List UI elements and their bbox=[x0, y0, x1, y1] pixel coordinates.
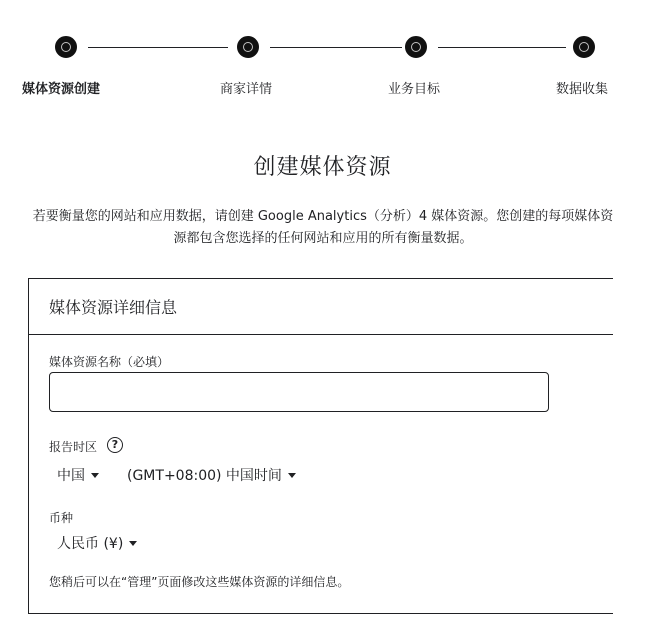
step-pending-icon bbox=[405, 36, 427, 58]
step-label-data-collection: 数据收集 bbox=[556, 82, 609, 97]
step-current-icon bbox=[55, 36, 77, 58]
page-description: 若要衡量您的网站和应用数据，请创建 Google Analytics（分析）4 媒体资源。您创建的每项媒体资源都包含您选择的任何网站和应用的所有衡量数据。 bbox=[32, 209, 614, 246]
timezone-label: 报告时区 bbox=[49, 440, 98, 454]
step-label-property-creation: 媒体资源创建 bbox=[22, 82, 101, 97]
property-details-card bbox=[28, 278, 613, 614]
step-connector bbox=[88, 47, 228, 48]
caret-down-icon bbox=[129, 541, 137, 546]
card-header: 媒体资源详细信息 bbox=[29, 279, 613, 335]
step-connector bbox=[438, 47, 566, 48]
currency-value: 人民币 (¥) bbox=[57, 536, 124, 552]
step-connector bbox=[270, 47, 402, 48]
caret-down-icon bbox=[288, 473, 296, 478]
country-select[interactable] bbox=[57, 465, 99, 485]
step-label-business-details: 商家详情 bbox=[220, 82, 273, 97]
country-value: 中国 bbox=[57, 468, 85, 484]
property-name-label: 媒体资源名称（必填） bbox=[49, 355, 170, 369]
edit-later-note: 您稍后可以在“管理”页面修改这些媒体资源的详细信息。 bbox=[49, 575, 350, 589]
step-pending-icon bbox=[237, 36, 259, 58]
page-title: 创建媒体资源 bbox=[253, 155, 392, 180]
step-pending-icon bbox=[573, 36, 595, 58]
timezone-select[interactable] bbox=[127, 465, 296, 485]
step-label-business-objectives: 业务目标 bbox=[388, 82, 441, 97]
timezone-value: (GMT+08:00) 中国时间 bbox=[127, 468, 282, 484]
help-circle-icon[interactable]: ? bbox=[107, 437, 123, 453]
property-name-input[interactable] bbox=[49, 372, 549, 412]
caret-down-icon bbox=[91, 473, 99, 478]
currency-select[interactable] bbox=[57, 533, 137, 553]
currency-label: 币种 bbox=[49, 511, 74, 525]
setup-stepper bbox=[0, 0, 645, 110]
